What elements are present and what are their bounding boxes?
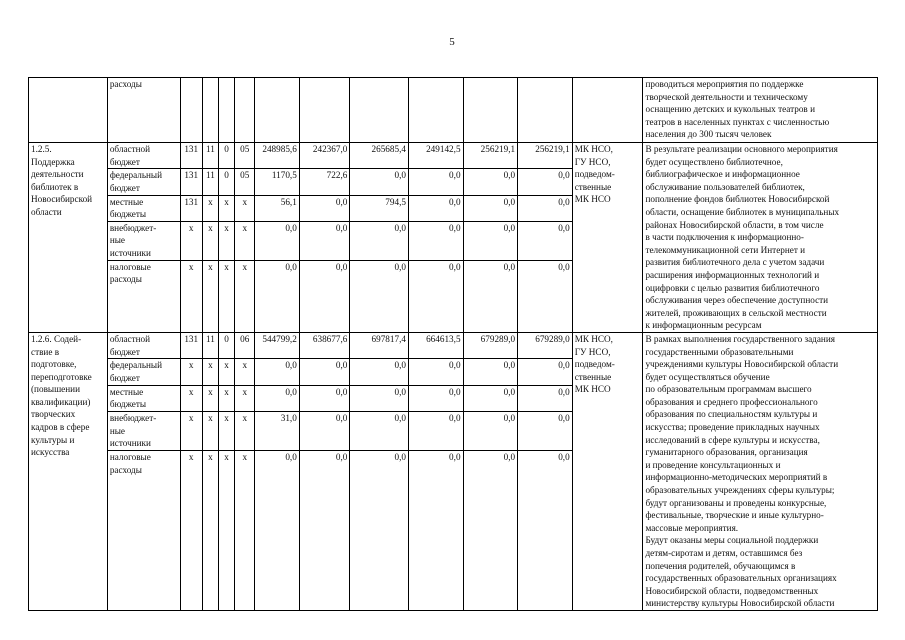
value-cell: 1170,5 <box>255 169 299 195</box>
funding-source-cell: местные бюджеты <box>107 385 180 411</box>
code-cell: x <box>218 195 234 221</box>
value-cell: 697817,4 <box>350 332 409 358</box>
code-cell: x <box>235 221 255 260</box>
value-cell: 0,0 <box>350 260 409 332</box>
value-cell: 0,0 <box>408 359 463 385</box>
code-cell: x <box>235 260 255 332</box>
value-cell: 0,0 <box>463 412 518 451</box>
value-cell: 265685,4 <box>350 143 409 169</box>
value-cell: 0,0 <box>255 359 299 385</box>
value-cell: 0,0 <box>518 169 573 195</box>
code-cell: x <box>202 221 218 260</box>
value-cell: 638677,6 <box>299 332 350 358</box>
code-cell: 11 <box>202 143 218 169</box>
code-cell: x <box>218 359 234 385</box>
code-cell: x <box>180 221 202 260</box>
value-cell: 0,0 <box>463 385 518 411</box>
value-cell: 794,5 <box>350 195 409 221</box>
value-cell: 0,0 <box>518 412 573 451</box>
code-cell: x <box>180 359 202 385</box>
value-cell: 0,0 <box>518 260 573 332</box>
value-cell: 0,0 <box>463 260 518 332</box>
code-cell: x <box>235 412 255 451</box>
value-cell: 0,0 <box>350 359 409 385</box>
code-cell: 131 <box>180 332 202 358</box>
value-cell: 0,0 <box>299 385 350 411</box>
code-cell: 05 <box>235 143 255 169</box>
code-cell: 06 <box>235 332 255 358</box>
funding-source-cell: областной бюджет <box>107 143 180 169</box>
code-cell: x <box>235 385 255 411</box>
value-cell: 0,0 <box>463 221 518 260</box>
value-cell: 0,0 <box>408 451 463 611</box>
code-cell: x <box>180 451 202 611</box>
code-cell: 0 <box>218 143 234 169</box>
funding-source-cell: внебюджет- ные источники <box>107 221 180 260</box>
code-cell: 131 <box>180 195 202 221</box>
value-cell: 0,0 <box>299 451 350 611</box>
table-row <box>29 143 878 169</box>
code-cell: 11 <box>202 332 218 358</box>
value-cell: 0,0 <box>350 169 409 195</box>
measure-name-cell: 1.2.6. Содей- ствие в подготовке, переподготовке (повышении квалификации) творческих кадров в сфере культуры и искусства <box>29 332 108 610</box>
code-cell: 11 <box>202 169 218 195</box>
code-cell: x <box>218 260 234 332</box>
value-cell: 0,0 <box>255 221 299 260</box>
value-cell: 0,0 <box>408 385 463 411</box>
expected-result-cell: проводиться мероприятия по поддержке творческой деятельности и техническому оснащению детских и кукольных театров и театров в населенных пунктах с численностью населения до 300 тысяч человек <box>643 78 878 143</box>
code-cell: x <box>218 412 234 451</box>
funding-source-cell: налоговые расходы <box>107 451 180 611</box>
code-cell: x <box>202 412 218 451</box>
value-cell: 248985,6 <box>255 143 299 169</box>
value-cell: 664613,5 <box>408 332 463 358</box>
value-cell: 242367,0 <box>299 143 350 169</box>
code-cell: x <box>218 385 234 411</box>
value-cell: 0,0 <box>518 385 573 411</box>
code-cell: x <box>202 451 218 611</box>
value-cell: 0,0 <box>463 195 518 221</box>
value-cell: 0,0 <box>350 221 409 260</box>
value-cell: 0,0 <box>408 195 463 221</box>
value-cell: 256219,1 <box>518 143 573 169</box>
funding-source-cell: федеральный бюджет <box>107 169 180 195</box>
value-cell: 0,0 <box>255 260 299 332</box>
value-cell: 0,0 <box>299 359 350 385</box>
code-cell: x <box>218 221 234 260</box>
value-cell: 0,0 <box>518 221 573 260</box>
funding-source-cell: внебюджет- ные источники <box>107 412 180 451</box>
page-number: 5 <box>449 36 455 48</box>
code-cell: x <box>202 359 218 385</box>
table-row <box>29 332 878 358</box>
value-cell: 249142,5 <box>408 143 463 169</box>
value-cell: 0,0 <box>408 260 463 332</box>
continuation-row <box>29 78 878 143</box>
value-cell: 722,6 <box>299 169 350 195</box>
code-cell: 131 <box>180 143 202 169</box>
value-cell: 0,0 <box>463 359 518 385</box>
value-cell: 679289,0 <box>518 332 573 358</box>
value-cell: 0,0 <box>463 169 518 195</box>
value-cell: 0,0 <box>408 169 463 195</box>
code-cell: x <box>202 385 218 411</box>
value-cell: 256219,1 <box>463 143 518 169</box>
code-cell: x <box>180 385 202 411</box>
code-cell: x <box>235 359 255 385</box>
value-cell: 679289,0 <box>463 332 518 358</box>
value-cell: 0,0 <box>350 385 409 411</box>
code-cell: x <box>202 195 218 221</box>
value-cell: 31,0 <box>255 412 299 451</box>
value-cell: 0,0 <box>350 412 409 451</box>
value-cell: 544799,2 <box>255 332 299 358</box>
code-cell: x <box>202 260 218 332</box>
funding-source-cell: федеральный бюджет <box>107 359 180 385</box>
code-cell: 0 <box>218 332 234 358</box>
code-cell: x <box>235 451 255 611</box>
funding-source-cell: областной бюджет <box>107 332 180 358</box>
value-cell: 0,0 <box>299 195 350 221</box>
expected-result-cell: В рамках выполнения государственного задания государственными образовательными учреждениями культуры Новосибирской области будет осуществляться обучение по образовательным программам высшего образования и среднего профессионального образования по специальностям культуры и искусства; проведение прикладных научных исследований в сфере культуры и искусства, гуманитарного образования, организация и проведение консультационных и информационно-методических мероприятий в образовательных учреждениях сферы культуры; будут организованы и проведены конкурсные, фестивальные, творческие и иные культурно- массовые мероприятия. Будут оказаны меры социальной поддержки детям-сиротам и детям, оставшимся без попечения родителей, обучающимся в государственных образовательных организациях Новосибирской области, подведомственных министерству культуры Новосибирской области <box>643 332 878 610</box>
value-cell: 0,0 <box>299 221 350 260</box>
value-cell: 56,1 <box>255 195 299 221</box>
value-cell: 0,0 <box>255 451 299 611</box>
code-cell: 0 <box>218 169 234 195</box>
program-measures-table <box>28 77 878 611</box>
code-cell: x <box>235 195 255 221</box>
value-cell: 0,0 <box>299 412 350 451</box>
code-cell: x <box>180 412 202 451</box>
executor-cell: МК НСО, ГУ НСО, подведом- ственные МК НСО <box>572 143 643 333</box>
funding-source-cell: налоговые расходы <box>107 260 180 332</box>
code-cell: x <box>218 451 234 611</box>
code-cell: 05 <box>235 169 255 195</box>
value-cell: 0,0 <box>408 221 463 260</box>
funding-source-cell: местные бюджеты <box>107 195 180 221</box>
value-cell: 0,0 <box>255 385 299 411</box>
value-cell: 0,0 <box>463 451 518 611</box>
code-cell: 131 <box>180 169 202 195</box>
value-cell: 0,0 <box>518 195 573 221</box>
value-cell: 0,0 <box>408 412 463 451</box>
value-cell: 0,0 <box>350 451 409 611</box>
measure-name-cell: 1.2.5. Поддержка деятельности библиотек в Новосибирской области <box>29 143 108 333</box>
value-cell: 0,0 <box>518 451 573 611</box>
expected-result-cell: В результате реализации основного мероприятия будет осуществлено библиотечное, библиографическое и информационное обслуживание пользователей библиотек, пополнение фондов библиотек Новосибирской области, оснащение библиотек в муниципальных районах Новосибирской области, в том числе в части подключения к информационно- телекоммуникационной сети Интернет и развития библиотечного дела с учетом задачи расширения информационных технологий и оцифровки с целью развития библиотечного обслуживания через обеспечение доступности жителей, проживающих в сельской местности к информационным ресурсам <box>643 143 878 333</box>
code-cell: x <box>180 260 202 332</box>
funding-source-cell: расходы <box>107 78 180 143</box>
executor-cell: МК НСО, ГУ НСО, подведом- ственные МК НСО <box>572 332 643 610</box>
value-cell: 0,0 <box>299 260 350 332</box>
value-cell: 0,0 <box>518 359 573 385</box>
